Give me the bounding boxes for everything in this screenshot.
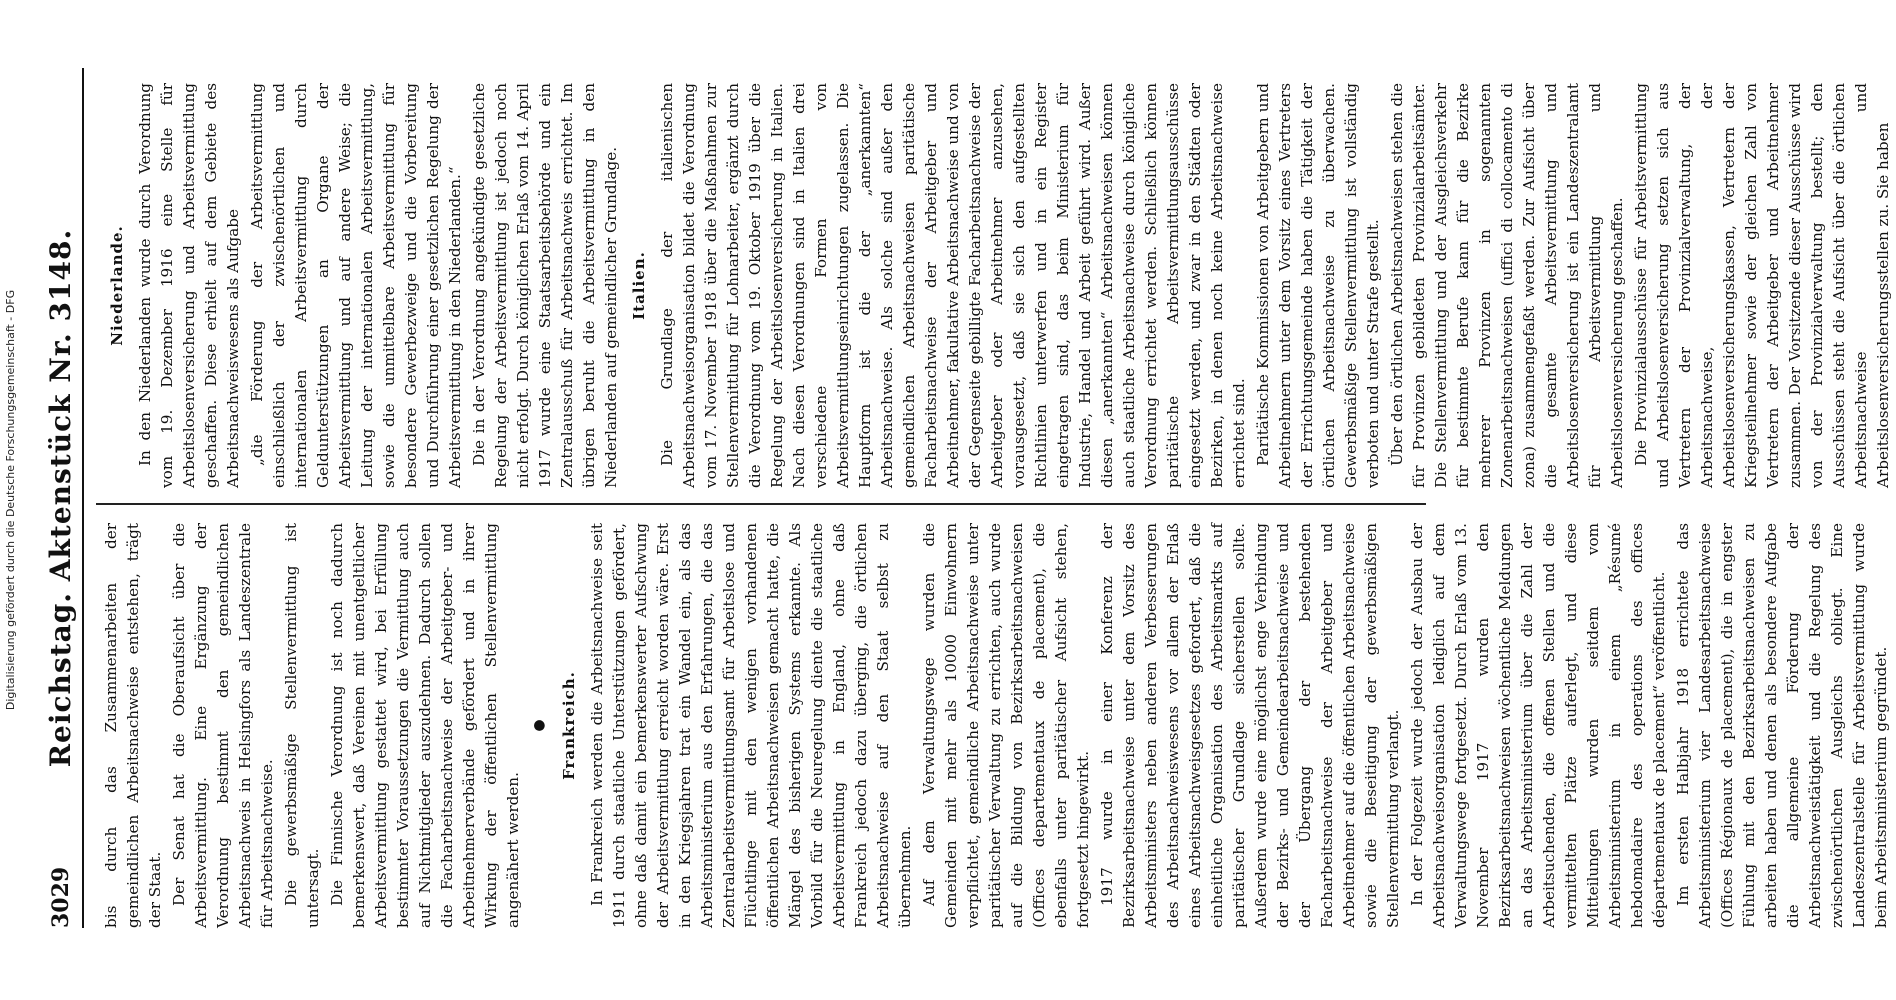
page-title: Reichstag. Aktenstück Nr. 3148.: [44, 228, 77, 768]
paragraph: Die Provinzialausschüsse für Arbeitsvermittlung und Arbeitslosenversicherung setzen sich aus Vertretern der Provinzialverwaltung, der Arbeitsnachweise, der Arbeitslosenversicherungskassen, Vertretern der Kriegsteilnehmer sowie der gleichen Zahl von Vertretern der Arbeitgeber und Arbeitnehmer zusammen. Der Vorsitzende dieser Ausschüsse wird von der Provinzialverwaltung bestellt; den Ausschüssen steht die Aufsicht über die örtlichen Arbeitsnachweise und Arbeitslosenversicherungsstellen zu. Sie haben: [1632, 83, 1892, 488]
paragraph: Der Senat hat die Oberaufsicht über die Arbeitsvermittlung. Eine Ergänzung der Verordnung bestimmt den gemeindlichen Arbeitsnachweis in Helsingfors als Landeszentrale für Arbeitsnachweise.: [170, 523, 276, 928]
paragraph: „die Förderung der Arbeitsvermittlung einschließlich der zwischenörtlichen und internationalen Arbeitsvermittlung durch Geldunterstützungen an Organe der Arbeitsvermittlung und auf andere Weise; die Leitung der internationalen Arbeitsvermittlung, sowie die unmittelbare Arbeitsvermittlung für besondere Gewerbezweige und die Vorbereitung und Durchführung einer gesetzlichen Regelung der Arbeitsvermittlung in den Niederlanden.“: [248, 83, 464, 488]
paragraph: In den Niederlanden wurde durch Verordnung vom 19. Dezember 1916 eine Stelle für Arbeitslosenversicherung und Arbeitsvermittlung geschaffen. Diese erhielt auf dem Gebiete des Arbeitsnachweiswesens als Aufgabe: [136, 83, 242, 488]
column-divider: [96, 503, 1426, 505]
paragraph: bis durch das Zusammenarbeiten der gemeindlichen Arbeitsnachweise entstehen, trägt der Staat.: [102, 523, 164, 928]
paragraph: In Frankreich werden die Arbeitsnachweise seit 1911 durch staatliche Unterstützungen gefördert, ohne daß damit ein bemerkenswerter Aufschwung der Arbeitsvermittlung erreicht worden wäre. Erst in den Kriegsjahren trat ein Wandel ein, als das Arbeitsministerium aus den Erfahrungen, die das Zentralarbeitsvermittlungsamt für Arbeitslose und Flüchtlinge mit den wenigen vorhandenen öffentlichen Arbeitsnachweisen gemacht hatte, die Mängel des bisherigen Systems erkannte. Als Vorbild für die Neuregelung diente die staatliche Arbeitsvermittlung in England, ohne daß Frankreich jedoch dazu überging, die örtlichen Arbeitsnachweise auf den Staat selbst zu übernehmen.: [588, 523, 914, 928]
section-heading-frankreich: Frankreich.: [560, 671, 578, 780]
paragraph: Die gewerbsmäßige Stellenvermittlung ist untersagt.: [282, 523, 322, 928]
page-header: [40, 68, 80, 928]
paragraph: Die Grundlage der italienischen Arbeitsnachweisorganisation bildet die Verordnung vom 17. November 1918 über die Maßnahmen zur Stellenvermittlung für Lohnarbeiter, ergänzt durch die Verordnung vom 19. Oktober 1919 über die Regelung der Arbeitslosenversicherung in Italien. Nach diesen Verordnungen sind in Italien drei verschiedene Formen von Arbeitsvermittlungseinrichtungen zugelassen. Die Hauptform ist die der „anerkannten“ Arbeitsnachweise. Als solche sind außer den gemeindlichen Arbeitsnachweisen paritätische Facharbeitsnachweise der Arbeitgeber und Arbeitnehmer, fakultative Arbeitsnachweise und von der Gegenseite gebilligte Facharbeitsnachweise der Arbeitgeber oder Arbeitnehmer anzusehen, vorausgesetzt, daß sie sich den aufgestellten Richtlinien unterwerfen und in ein Register eingetragen sind, das beim Ministerium für Industrie, Handel und Arbeit geführt wird. Außer diesen „anerkannten“ Arbeitsnachweisen können auch staatliche Arbeitsnachweise durch königliche Verordnung errichtet werden. Schließlich können paritätische Arbeitsvermittlungsausschüsse eingesetzt werden, und zwar in den Städten oder Bezirken, in denen noch keine Arbeitsnachweise errichtet sind.: [658, 82, 1248, 488]
section-heading-italien: Italien.: [630, 251, 648, 320]
paragraph: Im ersten Halbjahr 1918 errichtete das Arbeitsministerium vier Landesarbeitsnachweise (Offices Régionaux de placement), die in engster Fühlung mit den Bezirksarbeitsnachweisen zu arbeiten haben und denen als besondere Aufgabe die allgemeine Förderung der Arbeitsnachweistätigkeit und die Regelung des zwischenörtlichen Ausgleichs obliegt. Eine Landeszentralstelle für Arbeitsvermittlung wurde beim Arbeitsministerium gegründet.: [1674, 523, 1890, 928]
credit-text: Digitalisierung gefördert durch die Deutsche Forschungsgemeinschaft - DFG: [4, 289, 17, 711]
section-bullet-icon: ●: [531, 719, 547, 732]
page-number: 3029: [48, 866, 74, 928]
paragraph: Über den örtlichen Arbeitsnachweisen stehen die für Provinzen gebildeten Provinzialarbeitsämter. Die Stellenvermittlung und der Ausgleichsverkehr für bestimmte Berufe kann für die Bezirke mehrerer Provinzen in sogenannten Zonenarbeitsnachweisen (uffici di collocamento di zona) zusammengefaßt werden. Zur Aufsicht über die gesamte Arbeitsvermittlung und Arbeitslosenversicherung ist ein Landeszentralamt für Arbeitsvermittlung und Arbeitslosenversicherung geschaffen.: [1388, 83, 1626, 488]
paragraph: In der Folgezeit wurde jedoch der Ausbau der Arbeitsnachweisorganisation lediglich auf dem Verwaltungswege fortgesetzt. Durch Erlaß vom 13. November 1917 wurden den Bezirksarbeitsnachweisen wöchentliche Meldungen an das Arbeitsministerium über die Zahl der Arbeitsuchenden, die offenen Stellen und die vermittelten Plätze auferlegt, und diese Mitteilungen wurden seitdem vom Arbeitsministerium in einem „Résumé hebdomadaire des operations des offices départementaux de placement“ veröffentlicht.: [1408, 523, 1668, 928]
header-rule: [82, 68, 84, 928]
paragraph: Auf dem Verwaltungswege wurden die Gemeinden mit mehr als 10000 Einwohnern verpflichtet, gemeindliche Arbeitsnachweise unter paritätischer Verwaltung zu errichten, auch wurde auf die Bildung von Bezirksarbeitsnachweisen (Offices departementaux de placement), die ebenfalls unter paritätischer Aufsicht stehen, fortgesetzt hingewirkt.: [920, 523, 1092, 928]
digitization-credit: [0, 0, 17, 1000]
left-column: [100, 523, 1894, 928]
section-heading-niederlande: Niederlande.: [108, 225, 126, 346]
paragraph: Paritätische Kommissionen von Arbeitgebern und Arbeitnehmern unter dem Vorsitz eines Vertreters der Errichtungsgemeinde haben die Tätigkeit der örtlichen Arbeitsnachweise zu überwachen. Gewerbsmäßige Stellenvermittlung ist vollständig verboten und unter Strafe gestellt.: [1254, 83, 1382, 488]
paragraph: Die Finnische Verordnung ist noch dadurch bemerkenswert, daß Vereinen mit unentgeltlicher Arbeitsvermittlung gestattet wird, bei Erfüllung bestimmter Voraussetzungen die Vermittlung auch auf Nichtmitglieder auszudehnen. Dadurch sollen die Facharbeitsnachweise der Arbeitgeber- und Arbeitnehmerverbände gefördert und in ihrer Wirkung der öffentlichen Stellenvermittlung angenähert werden.: [328, 523, 522, 928]
paragraph: Die in der Verordnung angekündigte gesetzliche Regelung der Arbeitsvermittlung ist jedoch noch nicht erfolgt. Durch königlichen Erlaß vom 14. April 1917 wurde eine Staatsarbeitsbehörde und ein Zentralausschuß für Arbeitsnachweis errichtet. Im übrigen beruht die Arbeitsvermittlung in den Niederlanden auf gemeindlicher Grundlage.: [470, 83, 620, 488]
paragraph: 1917 wurde in einer Konferenz der Bezirksarbeitsnachweise unter dem Vorsitz des Arbeitsministers neben anderen Verbesserungen des Arbeitsnachweiswesens vor allem der Erlaß eines Arbeitsnachweisgesetzes gefordert, daß die einheitliche Organisation des Arbeitsmarkts auf paritätischer Grundlage sicherstellen sollte. Außerdem wurde eine möglichst enge Verbindung der Bezirks- und Gemeindearbeitsnachweise und der Übergang der bestehenden Facharbeitsnachweise der Arbeitgeber und Arbeitnehmer auf die öffentlichen Arbeitsnachweise sowie die Beseitigung der gewerbsmäßigen Stellenvermittlung verlangt.: [1098, 523, 1402, 928]
right-column: [100, 83, 1896, 488]
